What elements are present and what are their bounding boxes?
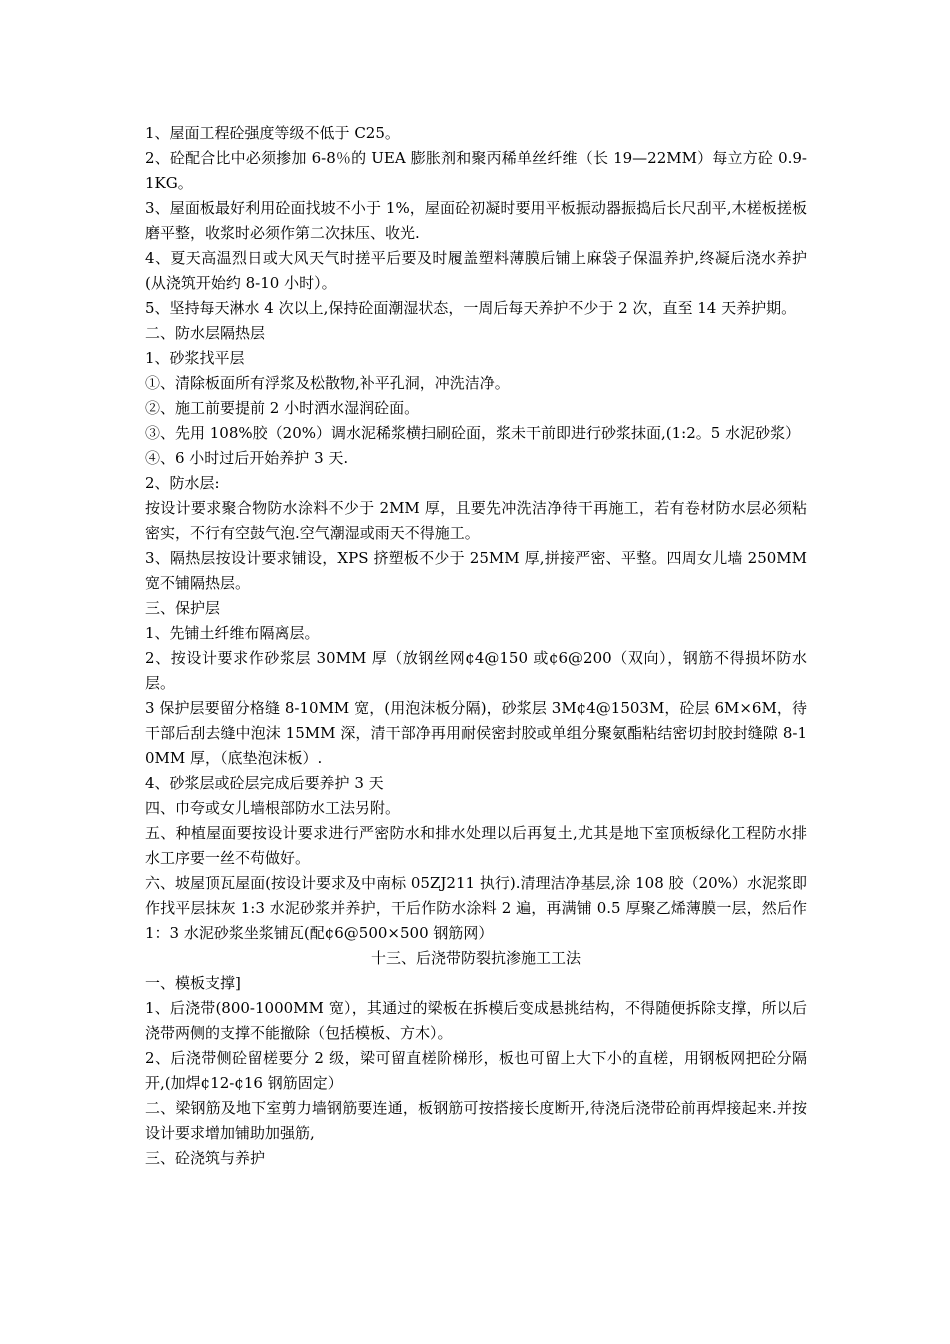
list-item-clean-surface: ①、清除板面所有浮浆及松散物,补平孔洞，冲洗洁净。 xyxy=(145,374,510,392)
section-heading-formwork: 一、模板支撑] xyxy=(145,974,241,992)
section-heading-rebar: 二、梁钢筋及地下室剪力墙钢筋要连通，板钢筋可按搭接长度断开,待浇后浇带砼前再焊接起来.并按设计要求增加铺助加强筋, xyxy=(145,1099,807,1142)
paragraph-mortar-layer: 2、按设计要求作砂浆层 30MM 厚（放钢丝网¢4@150 或¢6@200（双向），钢筋不得损坏防水层。 xyxy=(145,649,807,692)
chapter-title-post-pour-strip: 十三、后浇带防裂抗渗施工工法 xyxy=(370,949,581,967)
section-heading-concrete-pouring: 三、砼浇筑与养护 xyxy=(145,1149,266,1167)
paragraph-construction-joint: 2、后浇带侧砼留槎要分 2 级，梁可留直槎阶梯形，板也可留上大下小的直槎，用钢板网把砼分隔开,(加焊¢12-¢16 钢筋固定） xyxy=(145,1049,807,1092)
paragraph-waterproof-coating: 按设计要求聚合物防水涂料不少于 2MM 厚，且要先冲洗洁净待干再施工，若有卷材防水层必须粘密实，不行有空鼓气泡.空气潮湿或雨天不得施工。 xyxy=(145,499,807,542)
subheading-mortar-leveling: 1、砂浆找平层 xyxy=(145,349,245,367)
list-item-prewet: ②、施工前要提前 2 小时洒水湿润砼面。 xyxy=(145,399,420,417)
paragraph-joints: 3 保护层要留分格缝 8-10MM 宽，(用泡沫板分隔)，砂浆层 3M¢4@1503M，砼层 6M×6M，待干部后刮去缝中泡沫 15MM 深，清干部净再用耐侯密封胶或单组分聚氨酯粘结密切封胶封缝隙 8-10MM 厚，（底垫泡沫板）. xyxy=(145,699,807,767)
list-item-curing-start: ④、6 小时过后开始养护 3 天. xyxy=(145,449,349,467)
paragraph-summer-curing: 4、夏天高温烈日或大风天气时搓平后要及时履盖塑料薄膜后铺上麻袋子保温养护,终凝后浇水养护(从浇筑开始约 8-10 小时）。 xyxy=(145,249,807,292)
section-heading-tile-roof: 六、坡屋顶瓦屋面(按设计要求及中南标 05ZJ211 执行).清理洁净基层,涂 108 胶（20%）水泥浆即作找平层抹灰 1:3 水泥砂浆并养护，干后作防水涂料 2 遍，再满铺 0.5 厚聚乙烯薄膜一层，然后作 1：3 水泥砂浆坐浆铺瓦(配¢6@500×500 钢筋网） xyxy=(145,874,807,942)
paragraph-slope-finish: 3、屋面板最好利用砼面找坡不小于 1%，屋面砼初凝时要用平板振动器振捣后长尺刮平,木槎板搓板磨平整，收浆时必须作第二次抹压、收光. xyxy=(145,199,807,242)
section-heading-waterproof-insulation: 二、防水层隔热层 xyxy=(145,324,266,342)
paragraph-curing-3days: 4、砂浆层或砼层完成后要养护 3 天 xyxy=(145,774,384,792)
paragraph-watering: 5、坚持每天淋水 4 次以上,保持砼面潮湿状态，一周后每天养护不少于 2 次，直至 14 天养护期。 xyxy=(145,299,797,317)
paragraph-post-pour-support: 1、后浇带(800-1000MM 宽），其通过的梁板在拆模后变成悬挑结构，不得随便拆除支撑，所以后浇带两侧的支撑不能撤除（包括模板、方木）。 xyxy=(145,999,807,1042)
section-heading-protective-layer: 三、保护层 xyxy=(145,599,221,617)
section-heading-parapet: 四、巾夸或女儿墙根部防水工法另附。 xyxy=(145,799,401,817)
paragraph-geotextile: 1、先铺土纤维布隔离层。 xyxy=(145,624,320,642)
paragraph-mix-ratio: 2、砼配合比中必须掺加 6-8％的 UEA 膨胀剂和聚丙稀单丝纤维（长 19—22MM）每立方砼 0.9-1KG。 xyxy=(145,149,807,192)
subheading-waterproof-layer: 2、防水层: xyxy=(145,474,220,492)
paragraph-roof-strength: 1、屋面工程砼强度等级不低于 C25。 xyxy=(145,124,400,142)
paragraph-insulation-layer: 3、隔热层按设计要求铺设，XPS 挤塑板不少于 25MM 厚,拼接严密、平整。四周女儿墙 250MM 宽不铺隔热层。 xyxy=(145,549,807,592)
section-heading-planted-roof: 五、种植屋面要按设计要求进行严密防水和排水处理以后再复土,尤其是地下室顶板绿化工程防水排水工序要一丝不苟做好。 xyxy=(145,824,807,867)
document-body xyxy=(145,121,807,1171)
list-item-slurry: ③、先用 108%胶（20%）调水泥稀浆横扫刷砼面，浆未干前即进行砂浆抹面,(1:2。5 水泥砂浆） xyxy=(145,424,801,442)
